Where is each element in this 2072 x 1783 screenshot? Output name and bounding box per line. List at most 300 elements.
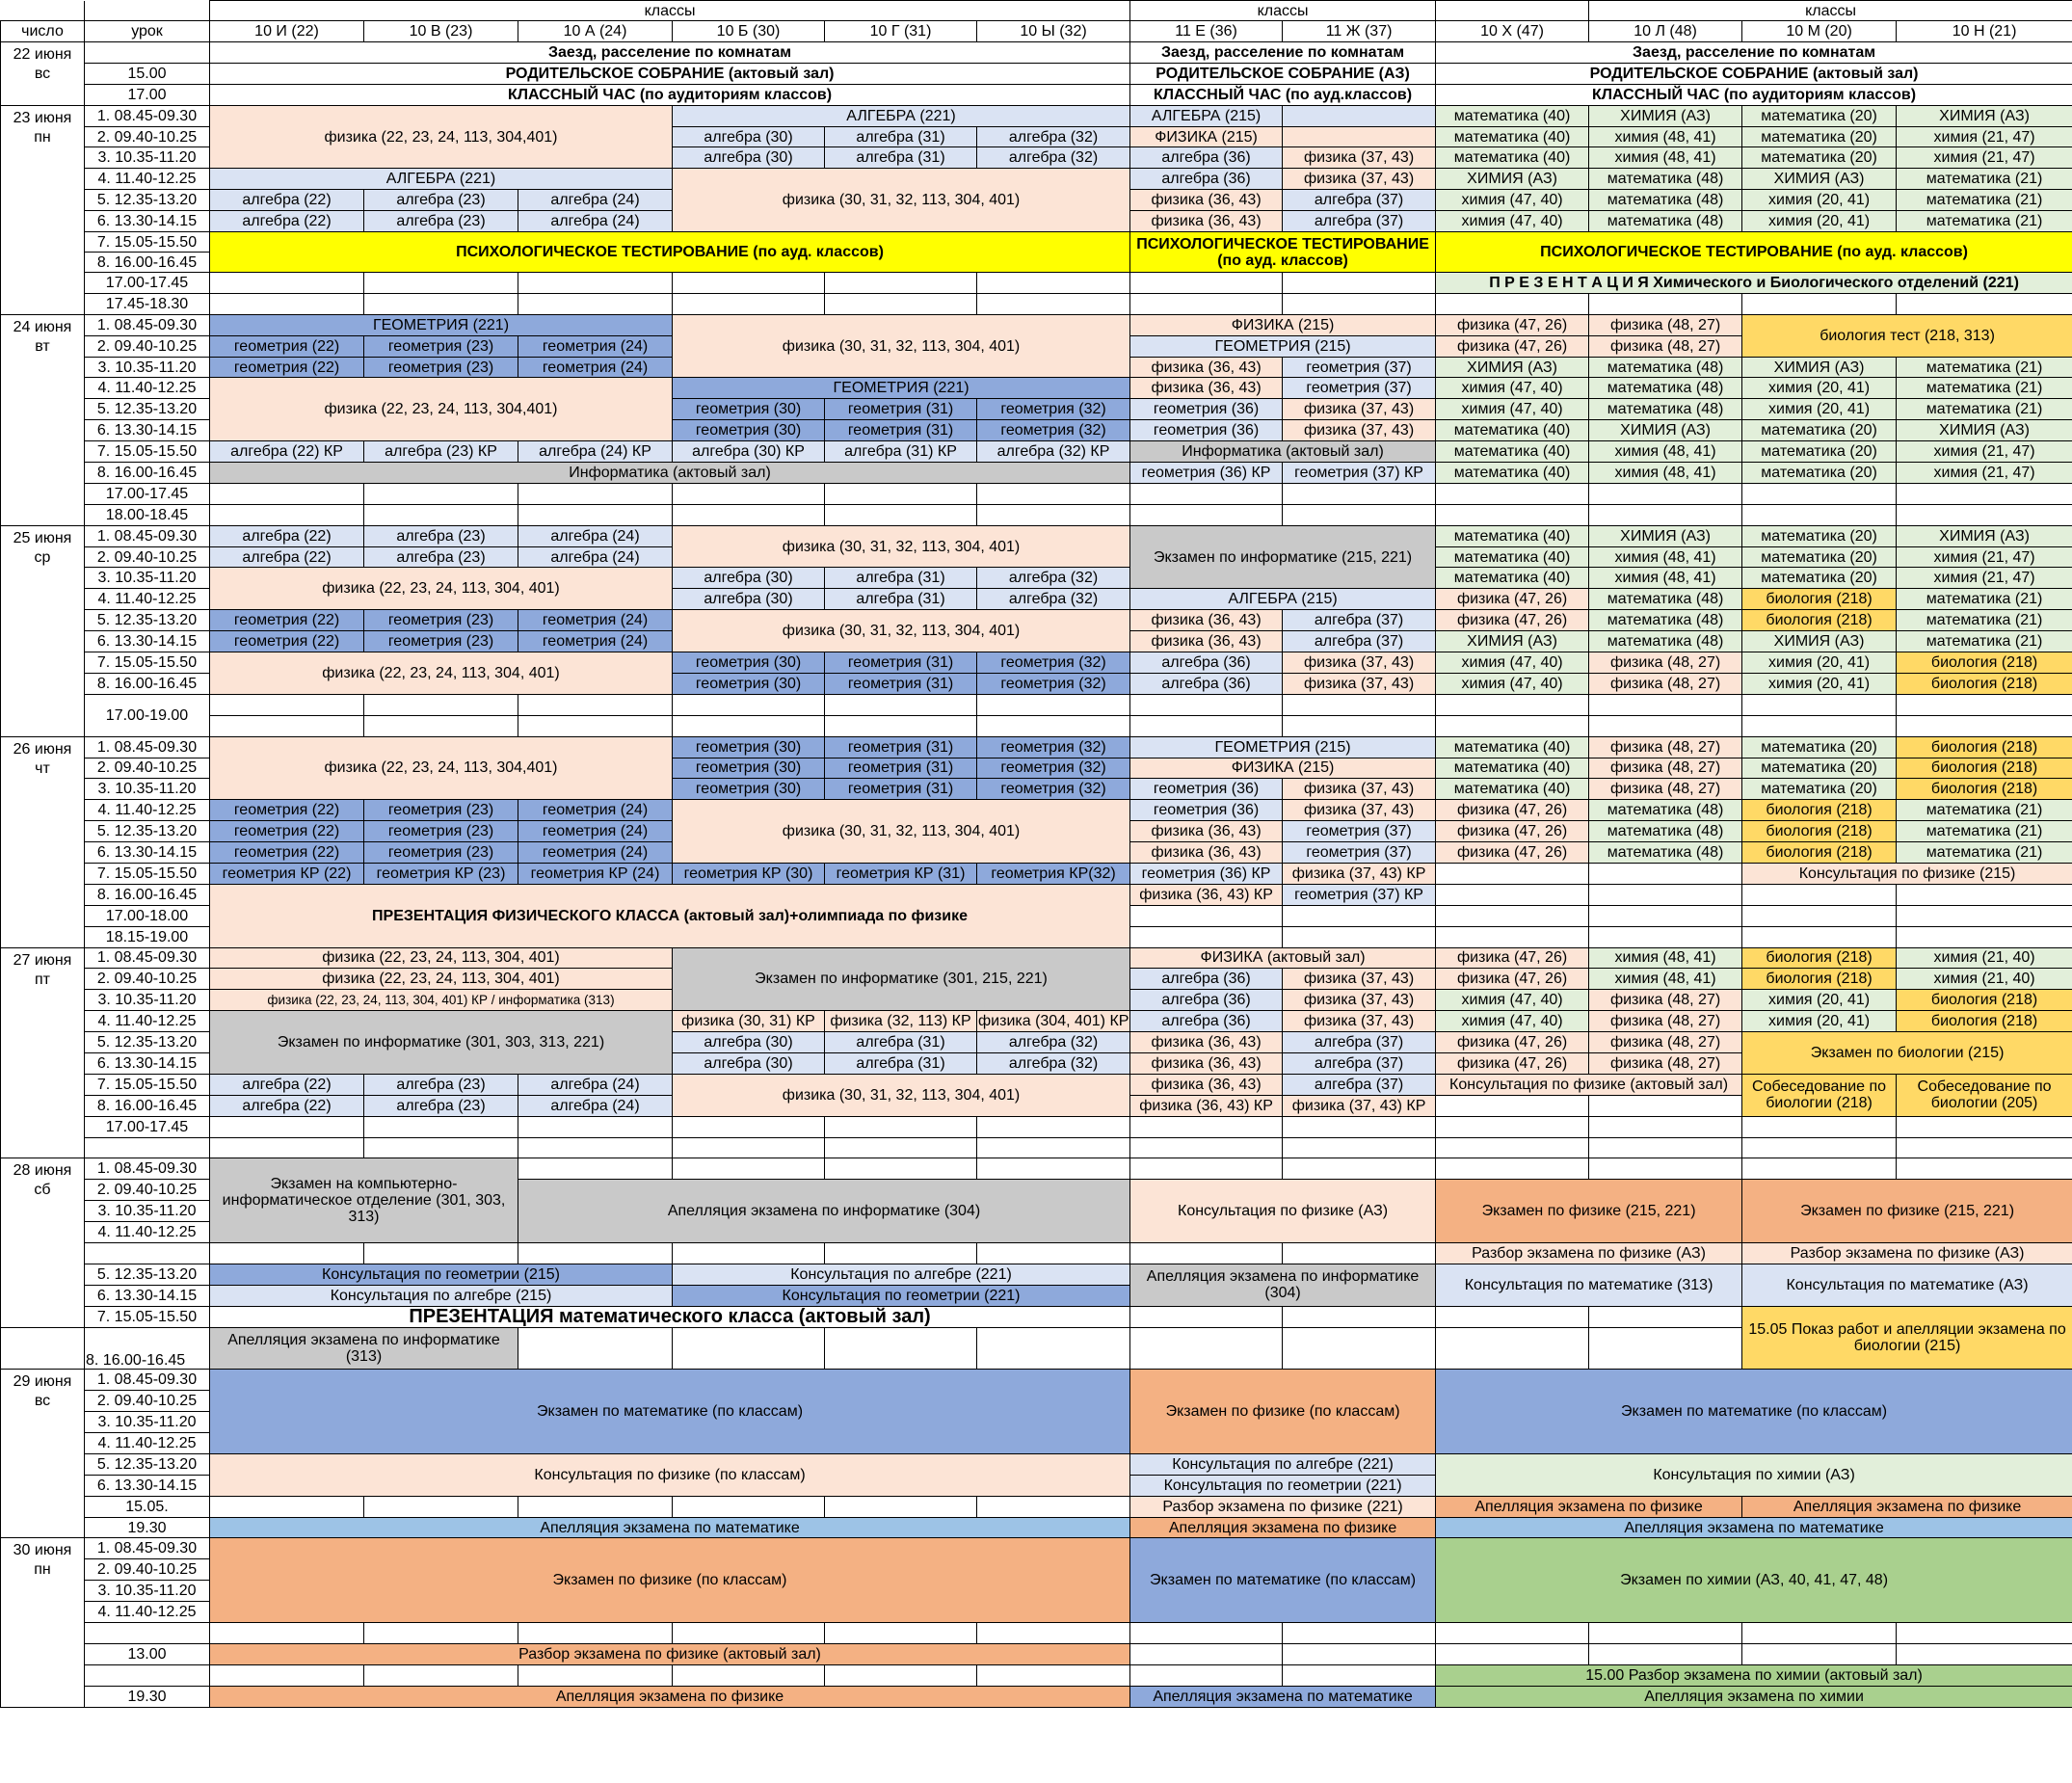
- schedule-cell: геометрия КР (22): [210, 863, 364, 884]
- schedule-cell: физика (22, 23, 24, 113, 304, 401): [210, 568, 673, 610]
- empty-cell: [673, 1496, 825, 1517]
- empty-cell: [977, 1137, 1130, 1158]
- schedule-cell: алгебра (22): [210, 1095, 364, 1116]
- schedule-cell: физика (48, 27): [1589, 335, 1742, 357]
- empty-cell: [1589, 1327, 1742, 1370]
- schedule-cell: физика (48, 27): [1589, 779, 1742, 800]
- lesson-time-cell: 3. 10.35-11.20: [85, 147, 210, 169]
- empty-cell: [977, 1158, 1130, 1180]
- schedule-cell: КЛАССНЫЙ ЧАС (по аудиториям классов): [210, 84, 1130, 105]
- schedule-cell: физика (30, 31, 32, 113, 304, 401): [673, 800, 1130, 864]
- schedule-cell: алгебра (23): [364, 190, 518, 211]
- empty-cell: [364, 1242, 518, 1264]
- empty-cell: [1589, 884, 1742, 905]
- empty-cell: [1589, 504, 1742, 525]
- class-group-row: [1, 1, 2072, 21]
- weekday-label: чт: [35, 759, 50, 777]
- schedule-cell: геометрия (24): [518, 610, 673, 631]
- schedule-cell: алгебра (24) КР: [518, 441, 673, 463]
- lesson-time-cell: 19.30: [85, 1517, 210, 1538]
- class-header: 10 Л (48): [1589, 21, 1742, 42]
- empty-cell: [1589, 694, 1742, 715]
- schedule-cell: математика (48): [1589, 821, 1742, 842]
- lesson-time-cell: 5. 12.35-13.20: [85, 190, 210, 211]
- lesson-time-cell: 2. 09.40-10.25: [85, 1180, 210, 1201]
- schedule-row: [1, 1158, 2072, 1180]
- schedule-cell: физика (48, 27): [1589, 758, 1742, 779]
- schedule-cell: алгебра (24): [518, 525, 673, 546]
- schedule-cell: ГЕОМЕТРИЯ (215): [1130, 335, 1436, 357]
- schedule-cell: геометрия (37): [1283, 357, 1436, 378]
- empty-cell: [825, 715, 977, 736]
- schedule-row: [1, 525, 2072, 546]
- empty-cell: [977, 1623, 1130, 1644]
- empty-cell: [673, 1242, 825, 1264]
- schedule-cell: алгебра (22): [210, 1074, 364, 1095]
- schedule-cell: химия (20, 41): [1742, 652, 1897, 674]
- schedule-cell: ГЕОМЕТРИЯ (221): [210, 314, 673, 335]
- schedule-cell: алгебра (22): [210, 525, 364, 546]
- schedule-cell: геометрия (22): [210, 357, 364, 378]
- schedule-cell: физика (48, 27): [1589, 1052, 1742, 1074]
- lesson-time-cell: 3. 10.35-11.20: [85, 779, 210, 800]
- schedule-cell: геометрия (23): [364, 821, 518, 842]
- lesson-time-cell: 2. 09.40-10.25: [85, 969, 210, 990]
- schedule-cell: алгебра (24): [518, 1074, 673, 1095]
- empty-cell: [1436, 715, 1589, 736]
- schedule-cell: геометрия (22): [210, 335, 364, 357]
- empty-cell: [1436, 1095, 1589, 1116]
- schedule-row: [1, 378, 2072, 399]
- weekday-label: пн: [34, 1561, 51, 1579]
- schedule-cell: физика (36, 43): [1130, 1074, 1283, 1095]
- empty-cell: [673, 293, 825, 314]
- schedule-cell: Консультация по математике (АЗ): [1742, 1264, 2072, 1306]
- date-column-header: число: [1, 21, 85, 42]
- classes-group-blank: [1436, 1, 1589, 21]
- lesson-time-cell: 7. 15.05-15.50: [85, 1074, 210, 1095]
- empty-cell: [210, 1496, 364, 1517]
- lesson-time-cell: 2. 09.40-10.25: [85, 758, 210, 779]
- empty-cell: [364, 1496, 518, 1517]
- schedule-cell: ФИЗИКА (215): [1130, 758, 1436, 779]
- schedule-cell: геометрия (30): [673, 420, 825, 441]
- schedule-cell: ПСИХОЛОГИЧЕСКОЕ ТЕСТИРОВАНИЕ (по ауд. классов): [1130, 232, 1436, 273]
- schedule-cell: геометрия (30): [673, 652, 825, 674]
- schedule-cell: алгебра (30): [673, 568, 825, 589]
- schedule-cell: геометрия (31): [825, 652, 977, 674]
- schedule-cell: РОДИТЕЛЬСКОЕ СОБРАНИЕ (актовый зал): [210, 63, 1130, 84]
- schedule-row: [1, 1496, 2072, 1517]
- schedule-cell: химия (48, 41): [1589, 147, 1742, 169]
- schedule-cell: геометрия (24): [518, 821, 673, 842]
- empty-cell: [1589, 1137, 1742, 1158]
- schedule-cell: Разбор экзамена по физике (АЗ): [1436, 1242, 1742, 1264]
- empty-cell: [825, 273, 977, 294]
- empty-cell: [1897, 483, 2072, 504]
- schedule-cell: физика (22, 23, 24, 113, 304,401): [210, 378, 673, 441]
- schedule-cell: Апелляция экзамена по информатике (304): [1130, 1264, 1436, 1306]
- schedule-cell: алгебра (32): [977, 147, 1130, 169]
- schedule-cell: П Р Е З Е Н Т А Ц И Я Химического и Биологического отделений (221): [1436, 273, 2072, 294]
- lesson-time-cell: 6. 13.30-14.15: [85, 1475, 210, 1496]
- schedule-cell: математика (48): [1589, 378, 1742, 399]
- empty-cell: [825, 504, 977, 525]
- lesson-time-cell: 8. 16.00-16.45: [85, 673, 210, 694]
- schedule-cell: физика (47, 26): [1436, 947, 1589, 969]
- schedule-cell: математика (48): [1589, 190, 1742, 211]
- schedule-cell: алгебра (37): [1283, 190, 1436, 211]
- schedule-cell: физика (30, 31, 32, 113, 304, 401): [673, 314, 1130, 378]
- date-label: 27 июня: [13, 951, 72, 969]
- schedule-cell: ГЕОМЕТРИЯ (221): [673, 378, 1130, 399]
- lesson-time-cell: 4. 11.40-12.25: [85, 1433, 210, 1454]
- schedule-cell: ПСИХОЛОГИЧЕСКОЕ ТЕСТИРОВАНИЕ (по ауд. классов): [1436, 232, 2072, 273]
- schedule-row: [1, 232, 2072, 253]
- empty-cell: [518, 483, 673, 504]
- schedule-cell: алгебра (30): [673, 589, 825, 610]
- weekday-label: вс: [34, 66, 51, 82]
- empty-cell: [1436, 1116, 1589, 1137]
- schedule-cell: геометрия КР (30): [673, 863, 825, 884]
- empty-cell: [1283, 1643, 1436, 1664]
- schedule-cell: геометрия (23): [364, 357, 518, 378]
- empty-cell: [1283, 694, 1436, 715]
- schedule-cell: физика (30, 31, 32, 113, 304, 401): [673, 525, 1130, 568]
- lesson-time-cell: 3. 10.35-11.20: [85, 990, 210, 1011]
- lesson-time-cell: 4. 11.40-12.25: [85, 1222, 210, 1243]
- schedule-cell: Консультация по физике (215): [1742, 863, 2072, 884]
- schedule-cell: физика (47, 26): [1436, 800, 1589, 821]
- schedule-cell: физика (48, 27): [1589, 736, 1742, 758]
- schedule-cell: химия (21, 47): [1897, 441, 2072, 463]
- empty-cell: [518, 1664, 673, 1686]
- schedule-cell: математика (48): [1589, 169, 1742, 190]
- empty-cell: [1589, 1158, 1742, 1180]
- schedule-cell: физика (37, 43): [1283, 800, 1436, 821]
- schedule-cell: геометрия (30): [673, 736, 825, 758]
- schedule-row: [1, 1306, 2072, 1327]
- schedule-cell: ХИМИЯ (АЗ): [1742, 357, 1897, 378]
- schedule-cell: Экзамен по физике (по классам): [210, 1538, 1130, 1623]
- schedule-cell: ХИМИЯ (АЗ): [1897, 420, 2072, 441]
- lesson-time-cell: 5. 12.35-13.20: [85, 821, 210, 842]
- schedule-cell: математика (48): [1589, 800, 1742, 821]
- empty-cell: [1283, 105, 1436, 126]
- schedule-cell: Консультация по химии (АЗ): [1436, 1453, 2072, 1496]
- schedule-cell: алгебра (37): [1283, 211, 1436, 232]
- empty-cell: [673, 1158, 825, 1180]
- schedule-cell: физика (48, 27): [1589, 1032, 1742, 1053]
- date-label: 22 июня: [13, 46, 72, 63]
- class-header: 11 Е (36): [1130, 21, 1283, 42]
- schedule-cell: химия (21, 40): [1897, 947, 2072, 969]
- schedule-cell: математика (48): [1589, 610, 1742, 631]
- schedule-cell: математика (48): [1589, 589, 1742, 610]
- schedule-cell: физика (47, 26): [1436, 589, 1589, 610]
- schedule-cell: алгебра (24): [518, 190, 673, 211]
- lesson-time-cell: 17.00-17.45: [85, 273, 210, 294]
- date-label: 24 июня: [13, 318, 72, 335]
- empty-cell: [1130, 1116, 1283, 1137]
- date-cell: [1, 1158, 85, 1327]
- class-header: 11 Ж (37): [1283, 21, 1436, 42]
- schedule-cell: физика (22, 23, 24, 113, 304, 401) КР / информатика (313): [210, 990, 673, 1011]
- empty-cell: [1130, 504, 1283, 525]
- schedule-cell: ФИЗИКА (актовый зал): [1130, 947, 1436, 969]
- schedule-cell: физика (22, 23, 24, 113, 304,401): [210, 736, 673, 800]
- schedule-cell: Разбор экзамена по физике (АЗ): [1742, 1242, 2072, 1264]
- schedule-cell: геометрия (24): [518, 800, 673, 821]
- empty-cell: [1130, 1306, 1283, 1327]
- schedule-cell: Экзамен по химии (АЗ, 40, 41, 47, 48): [1436, 1538, 2072, 1623]
- schedule-row: [1, 1370, 2072, 1391]
- schedule-cell: биология (218): [1897, 736, 2072, 758]
- schedule-cell: Разбор экзамена по физике (221): [1130, 1496, 1436, 1517]
- schedule-cell: математика (40): [1436, 441, 1589, 463]
- lesson-time-cell: 19.30: [85, 1686, 210, 1707]
- schedule-cell: биология (218): [1742, 610, 1897, 631]
- date-label: 26 июня: [13, 740, 72, 758]
- schedule-cell: физика (37, 43): [1283, 169, 1436, 190]
- empty-cell: [1897, 905, 2072, 926]
- empty-cell: [825, 1158, 977, 1180]
- empty-cell: [1742, 905, 1897, 926]
- schedule-cell: Экзамен по биологии (215): [1742, 1032, 2072, 1075]
- weekday-label: ср: [34, 548, 51, 566]
- schedule-cell: геометрия (30): [673, 779, 825, 800]
- schedule-cell: химия (21, 47): [1897, 546, 2072, 568]
- empty-cell: [1589, 926, 1742, 947]
- schedule-cell: алгебра (36): [1130, 969, 1283, 990]
- lesson-time-cell: 5. 12.35-13.20: [85, 1032, 210, 1053]
- date-cell: [1, 314, 85, 525]
- lesson-time-cell: 4. 11.40-12.25: [85, 800, 210, 821]
- schedule-cell: ХИМИЯ (АЗ): [1897, 105, 2072, 126]
- schedule-cell: ГЕОМЕТРИЯ (215): [1130, 736, 1436, 758]
- empty-cell: [1130, 1158, 1283, 1180]
- schedule-cell: геометрия КР (23): [364, 863, 518, 884]
- date-label: 30 июня: [13, 1542, 72, 1559]
- schedule-cell: 15.05 Показ работ и апелляции экзамена по биологии (215): [1742, 1306, 2072, 1370]
- schedule-row: [1, 1264, 2072, 1285]
- schedule-cell: математика (21): [1897, 631, 2072, 652]
- schedule-cell: геометрия (23): [364, 800, 518, 821]
- empty-cell: [825, 1242, 977, 1264]
- empty-cell: [1436, 1623, 1589, 1644]
- lesson-time-cell: 5. 12.35-13.20: [85, 399, 210, 420]
- schedule-row: [1, 273, 2072, 294]
- schedule-cell: алгебра (22): [210, 190, 364, 211]
- lesson-time-cell: 2. 09.40-10.25: [85, 546, 210, 568]
- empty-cell: [1589, 1623, 1742, 1644]
- empty-cell: [364, 1116, 518, 1137]
- schedule-cell: физика (32, 113) КР: [825, 1011, 977, 1032]
- lesson-time-cell: 13.00: [85, 1643, 210, 1664]
- lesson-time-cell: 8. 16.00-16.45: [85, 1327, 210, 1370]
- schedule-cell: ХИМИЯ (АЗ): [1742, 631, 1897, 652]
- lesson-time-cell: 5. 12.35-13.20: [85, 1453, 210, 1475]
- schedule-row: [1, 1116, 2072, 1137]
- empty-cell: [1589, 1116, 1742, 1137]
- schedule-cell: биология (218): [1742, 947, 1897, 969]
- lesson-time-cell: 17.00: [85, 84, 210, 105]
- schedule-cell: Консультация по алгебре (221): [1130, 1453, 1436, 1475]
- schedule-cell: геометрия (32): [977, 673, 1130, 694]
- schedule-cell: Апелляция экзамена по химии: [1436, 1686, 2072, 1707]
- schedule-cell: математика (20): [1742, 758, 1897, 779]
- schedule-cell: геометрия (30): [673, 399, 825, 420]
- schedule-cell: геометрия (31): [825, 779, 977, 800]
- empty-cell: [1897, 1643, 2072, 1664]
- date-cell: [1, 1538, 85, 1707]
- schedule-cell: физика (36, 43): [1130, 357, 1283, 378]
- empty-cell: [977, 1327, 1130, 1370]
- schedule-cell: геометрия (37): [1283, 821, 1436, 842]
- schedule-cell: геометрия (24): [518, 842, 673, 864]
- lesson-time-cell: 3. 10.35-11.20: [85, 1201, 210, 1222]
- schedule-cell: химия (47, 40): [1436, 190, 1589, 211]
- schedule-cell: химия (20, 41): [1742, 673, 1897, 694]
- lesson-time-cell: 17.00-19.00: [85, 694, 210, 736]
- schedule-cell: физика (48, 27): [1589, 1011, 1742, 1032]
- lesson-time-cell: 6. 13.30-14.15: [85, 842, 210, 864]
- schedule-cell: Консультация по физике (по классам): [210, 1453, 1130, 1496]
- empty-cell: [518, 504, 673, 525]
- schedule-row: [1, 1137, 2072, 1158]
- schedule-row: [1, 1517, 2072, 1538]
- schedule-row: [1, 1011, 2072, 1032]
- lesson-time-cell: 1. 08.45-09.30: [85, 947, 210, 969]
- lesson-column-header: урок: [85, 21, 210, 42]
- empty-cell: [210, 1623, 364, 1644]
- empty-cell: [673, 483, 825, 504]
- lesson-time-cell: 3. 10.35-11.20: [85, 1412, 210, 1433]
- empty-cell: [977, 694, 1130, 715]
- schedule-cell: ХИМИЯ (АЗ): [1436, 169, 1589, 190]
- schedule-cell: физика (48, 27): [1589, 314, 1742, 335]
- schedule-cell: физика (36, 43): [1130, 190, 1283, 211]
- schedule-cell: математика (40): [1436, 779, 1589, 800]
- schedule-cell: Экзамен по математике (по классам): [210, 1370, 1130, 1454]
- schedule-cell: геометрия (37): [1283, 378, 1436, 399]
- empty-cell: [1283, 1664, 1436, 1686]
- lesson-time-cell: 2. 09.40-10.25: [85, 335, 210, 357]
- schedule-cell: физика (48, 27): [1589, 673, 1742, 694]
- schedule-cell: химия (20, 41): [1742, 1011, 1897, 1032]
- empty-cell: [1436, 1327, 1589, 1370]
- empty-cell: [1742, 504, 1897, 525]
- classes-group-label: классы: [1130, 1, 1436, 21]
- empty-cell: [1130, 1327, 1283, 1370]
- empty-cell: [1897, 1623, 2072, 1644]
- schedule-cell: биология (218): [1897, 673, 2072, 694]
- schedule-cell: Заезд, расселение по комнатам: [1436, 42, 2072, 64]
- schedule-cell: химия (21, 47): [1897, 126, 2072, 147]
- schedule-cell: Апелляция экзамена по математике: [210, 1517, 1130, 1538]
- empty-cell: [1742, 293, 1897, 314]
- schedule-row: [1, 483, 2072, 504]
- schedule-cell: РОДИТЕЛЬСКОЕ СОБРАНИЕ (актовый зал): [1436, 63, 2072, 84]
- schedule-cell: физика (48, 27): [1589, 990, 1742, 1011]
- schedule-cell: Консультация по геометрии (221): [673, 1285, 1130, 1306]
- empty-cell: [210, 293, 364, 314]
- schedule-cell: геометрия (30): [673, 673, 825, 694]
- schedule-cell: геометрия (36): [1130, 779, 1283, 800]
- schedule-cell: алгебра (31) КР: [825, 441, 977, 463]
- lesson-time-cell: [85, 1664, 210, 1686]
- schedule-cell: алгебра (30) КР: [673, 441, 825, 463]
- lesson-time-cell: 1. 08.45-09.30: [85, 105, 210, 126]
- schedule-cell: Заезд, расселение по комнатам: [1130, 42, 1436, 64]
- empty-cell: [518, 1137, 673, 1158]
- empty-cell: [673, 273, 825, 294]
- lesson-time-cell: [85, 1623, 210, 1644]
- schedule-cell: математика (48): [1589, 842, 1742, 864]
- schedule-cell: Консультация по физике (АЗ): [1130, 1180, 1436, 1243]
- schedule-cell: физика (47, 26): [1436, 335, 1589, 357]
- schedule-cell: математика (40): [1436, 758, 1589, 779]
- empty-cell: [364, 1623, 518, 1644]
- empty-cell: [1283, 1327, 1436, 1370]
- schedule-cell: физика (30, 31, 32, 113, 304, 401): [673, 610, 1130, 652]
- empty-cell: [364, 273, 518, 294]
- empty-cell: [1436, 926, 1589, 947]
- schedule-cell: физика (22, 23, 24, 113, 304, 401): [210, 652, 673, 695]
- schedule-cell: биология (218): [1897, 758, 2072, 779]
- lesson-time-cell: 1. 08.45-09.30: [85, 736, 210, 758]
- empty-cell: [1897, 694, 2072, 715]
- schedule-cell: геометрия (37) КР: [1283, 463, 1436, 484]
- schedule-cell: математика (40): [1436, 736, 1589, 758]
- weekday-label: вс: [34, 1393, 51, 1410]
- schedule-cell: КЛАССНЫЙ ЧАС (по аудиториям классов): [1436, 84, 2072, 105]
- empty-cell: [1436, 1643, 1589, 1664]
- schedule-cell: геометрия (31): [825, 736, 977, 758]
- schedule-cell: математика (21): [1897, 842, 2072, 864]
- schedule-cell: химия (47, 40): [1436, 378, 1589, 399]
- class-header: 10 Х (47): [1436, 21, 1589, 42]
- schedule-cell: химия (20, 41): [1742, 190, 1897, 211]
- lesson-time-cell: 3. 10.35-11.20: [85, 568, 210, 589]
- schedule-cell: геометрия (22): [210, 610, 364, 631]
- schedule-cell: физика (47, 26): [1436, 1052, 1589, 1074]
- schedule-cell: физика (37, 43): [1283, 1011, 1436, 1032]
- schedule-cell: Экзамен по математике (по классам): [1130, 1538, 1436, 1623]
- schedule-cell: математика (40): [1436, 105, 1589, 126]
- schedule-cell: геометрия (32): [977, 758, 1130, 779]
- schedule-cell: геометрия КР (24): [518, 863, 673, 884]
- schedule-cell: Апелляция экзамена по математике: [1130, 1686, 1436, 1707]
- schedule-cell: алгебра (22): [210, 546, 364, 568]
- class-header: 10 Б (30): [673, 21, 825, 42]
- schedule-cell: алгебра (30): [673, 147, 825, 169]
- lesson-time-cell: 18.00-18.45: [85, 504, 210, 525]
- empty-cell: [1742, 926, 1897, 947]
- empty-cell: [1436, 1306, 1589, 1327]
- empty-cell: [673, 715, 825, 736]
- schedule-cell: АЛГЕБРА (215): [1130, 589, 1436, 610]
- schedule-cell: геометрия (31): [825, 420, 977, 441]
- schedule-cell: алгебра (31): [825, 1052, 977, 1074]
- schedule-cell: математика (20): [1742, 525, 1897, 546]
- schedule-cell: химия (48, 41): [1589, 947, 1742, 969]
- empty-cell: [364, 1137, 518, 1158]
- schedule-cell: Консультация по геометрии (221): [1130, 1475, 1436, 1496]
- schedule-cell: геометрия (24): [518, 335, 673, 357]
- schedule-cell: АЛГЕБРА (221): [210, 169, 673, 190]
- schedule-cell: физика (36, 43): [1130, 610, 1283, 631]
